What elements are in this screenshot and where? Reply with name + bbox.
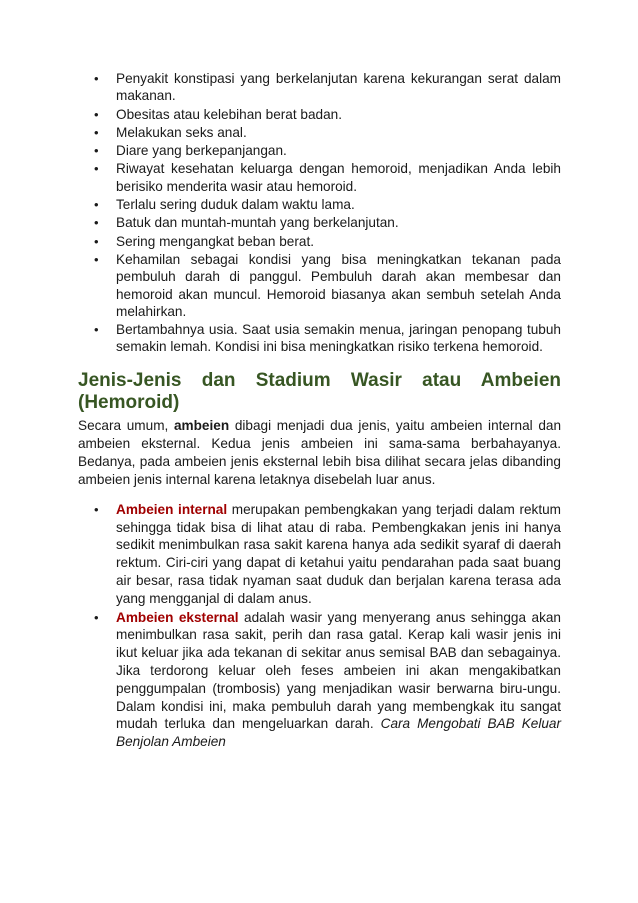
intro-text-start: Secara umum, xyxy=(78,417,174,433)
description-external: adalah wasir yang menyerang anus sehingga akan menimbulkan rasa sakit, perih dan rasa gatal. Kerap kali wasir jenis ini ikut keluar jika ada tekanan di sekitar anus semisal BAB dan sebagainya. Jika terdorong keluar oleh feses ambeien ini akan mengakibatkan penggumpalan (trombosis) yang menjadikan wasir berwarna biru-ungu. Dalam kondisi ini, maka pembuluh darah yang membengkak itu sangat mudah terluka dan mengeluarkan darah. xyxy=(116,609,561,732)
list-item: • Melakukan seks anal. xyxy=(78,124,561,141)
types-list xyxy=(78,501,561,751)
list-item-internal xyxy=(78,501,561,608)
document-page xyxy=(78,70,561,752)
list-item: • Diare yang berkepanjangan. xyxy=(78,142,561,159)
causes-list xyxy=(78,70,561,356)
description-internal: merupakan pembengkakan yang terjadi dalam rektum sehingga tidak bisa di lihat atau di raba. Pembengkakan jenis ini hanya sedikit menimbulkan rasa sakit karena hanya ada sedikit syaraf di daerah rektum. Ciri-ciri yang dapat di ketahui yaitu pendarahan pada saat buang air besar, rasa tidak nyaman saat duduk dan berjalan karena terasa ada yang mengganjal di dalam anus. xyxy=(116,501,561,606)
list-item: • Batuk dan muntah-muntah yang berkelanjutan. xyxy=(78,214,561,231)
intro-bold-term: ambeien xyxy=(173,417,230,433)
term-internal: Ambeien internal xyxy=(116,501,228,517)
list-item-external xyxy=(78,609,561,751)
list-item: • Penyakit konstipasi yang berkelanjutan karena kekurangan serat dalam makanan. xyxy=(78,70,561,105)
list-item: • Terlalu sering duduk dalam waktu lama. xyxy=(78,196,561,213)
term-external: Ambeien eksternal xyxy=(116,609,239,625)
list-item: • Obesitas atau kelebihan berat badan. xyxy=(78,106,561,123)
intro-text-end: dibagi menjadi dua jenis, yaitu ambeien internal dan ambeien eksternal. Kedua jenis ambeien ini sama-sama berbahayanya. Bedanya, pada ambeien jenis eksternal lebih bisa dilihat secara jelas dibanding ambeien jenis internal karena letaknya disebelah luar anus. xyxy=(78,417,562,487)
italic-note: Cara Mengobati BAB Keluar Benjolan Ambeien xyxy=(116,716,561,750)
list-item: • Kehamilan sebagai kondisi yang bisa meningkatkan tekanan pada pembuluh darah di panggul. Pembuluh darah akan membesar dan hemoroid akan muncul. Hemoroid biasanya akan sembuh setelah Anda melahirkan. xyxy=(78,251,561,320)
list-item: • Riwayat kesehatan keluarga dengan hemoroid, menjadikan Anda lebih berisiko menderita wasir atau hemoroid. xyxy=(78,160,561,195)
section-heading: Jenis-Jenis dan Stadium Wasir atau Ambeien (Hemoroid) xyxy=(78,369,561,413)
list-item: • Sering mengangkat beban berat. xyxy=(78,233,561,250)
list-item: • Bertambahnya usia. Saat usia semakin menua, jaringan penopang tubuh semakin lemah. Kondisi ini bisa meningkatkan risiko terkena hemoroid. xyxy=(78,321,561,356)
intro-paragraph xyxy=(78,417,561,489)
